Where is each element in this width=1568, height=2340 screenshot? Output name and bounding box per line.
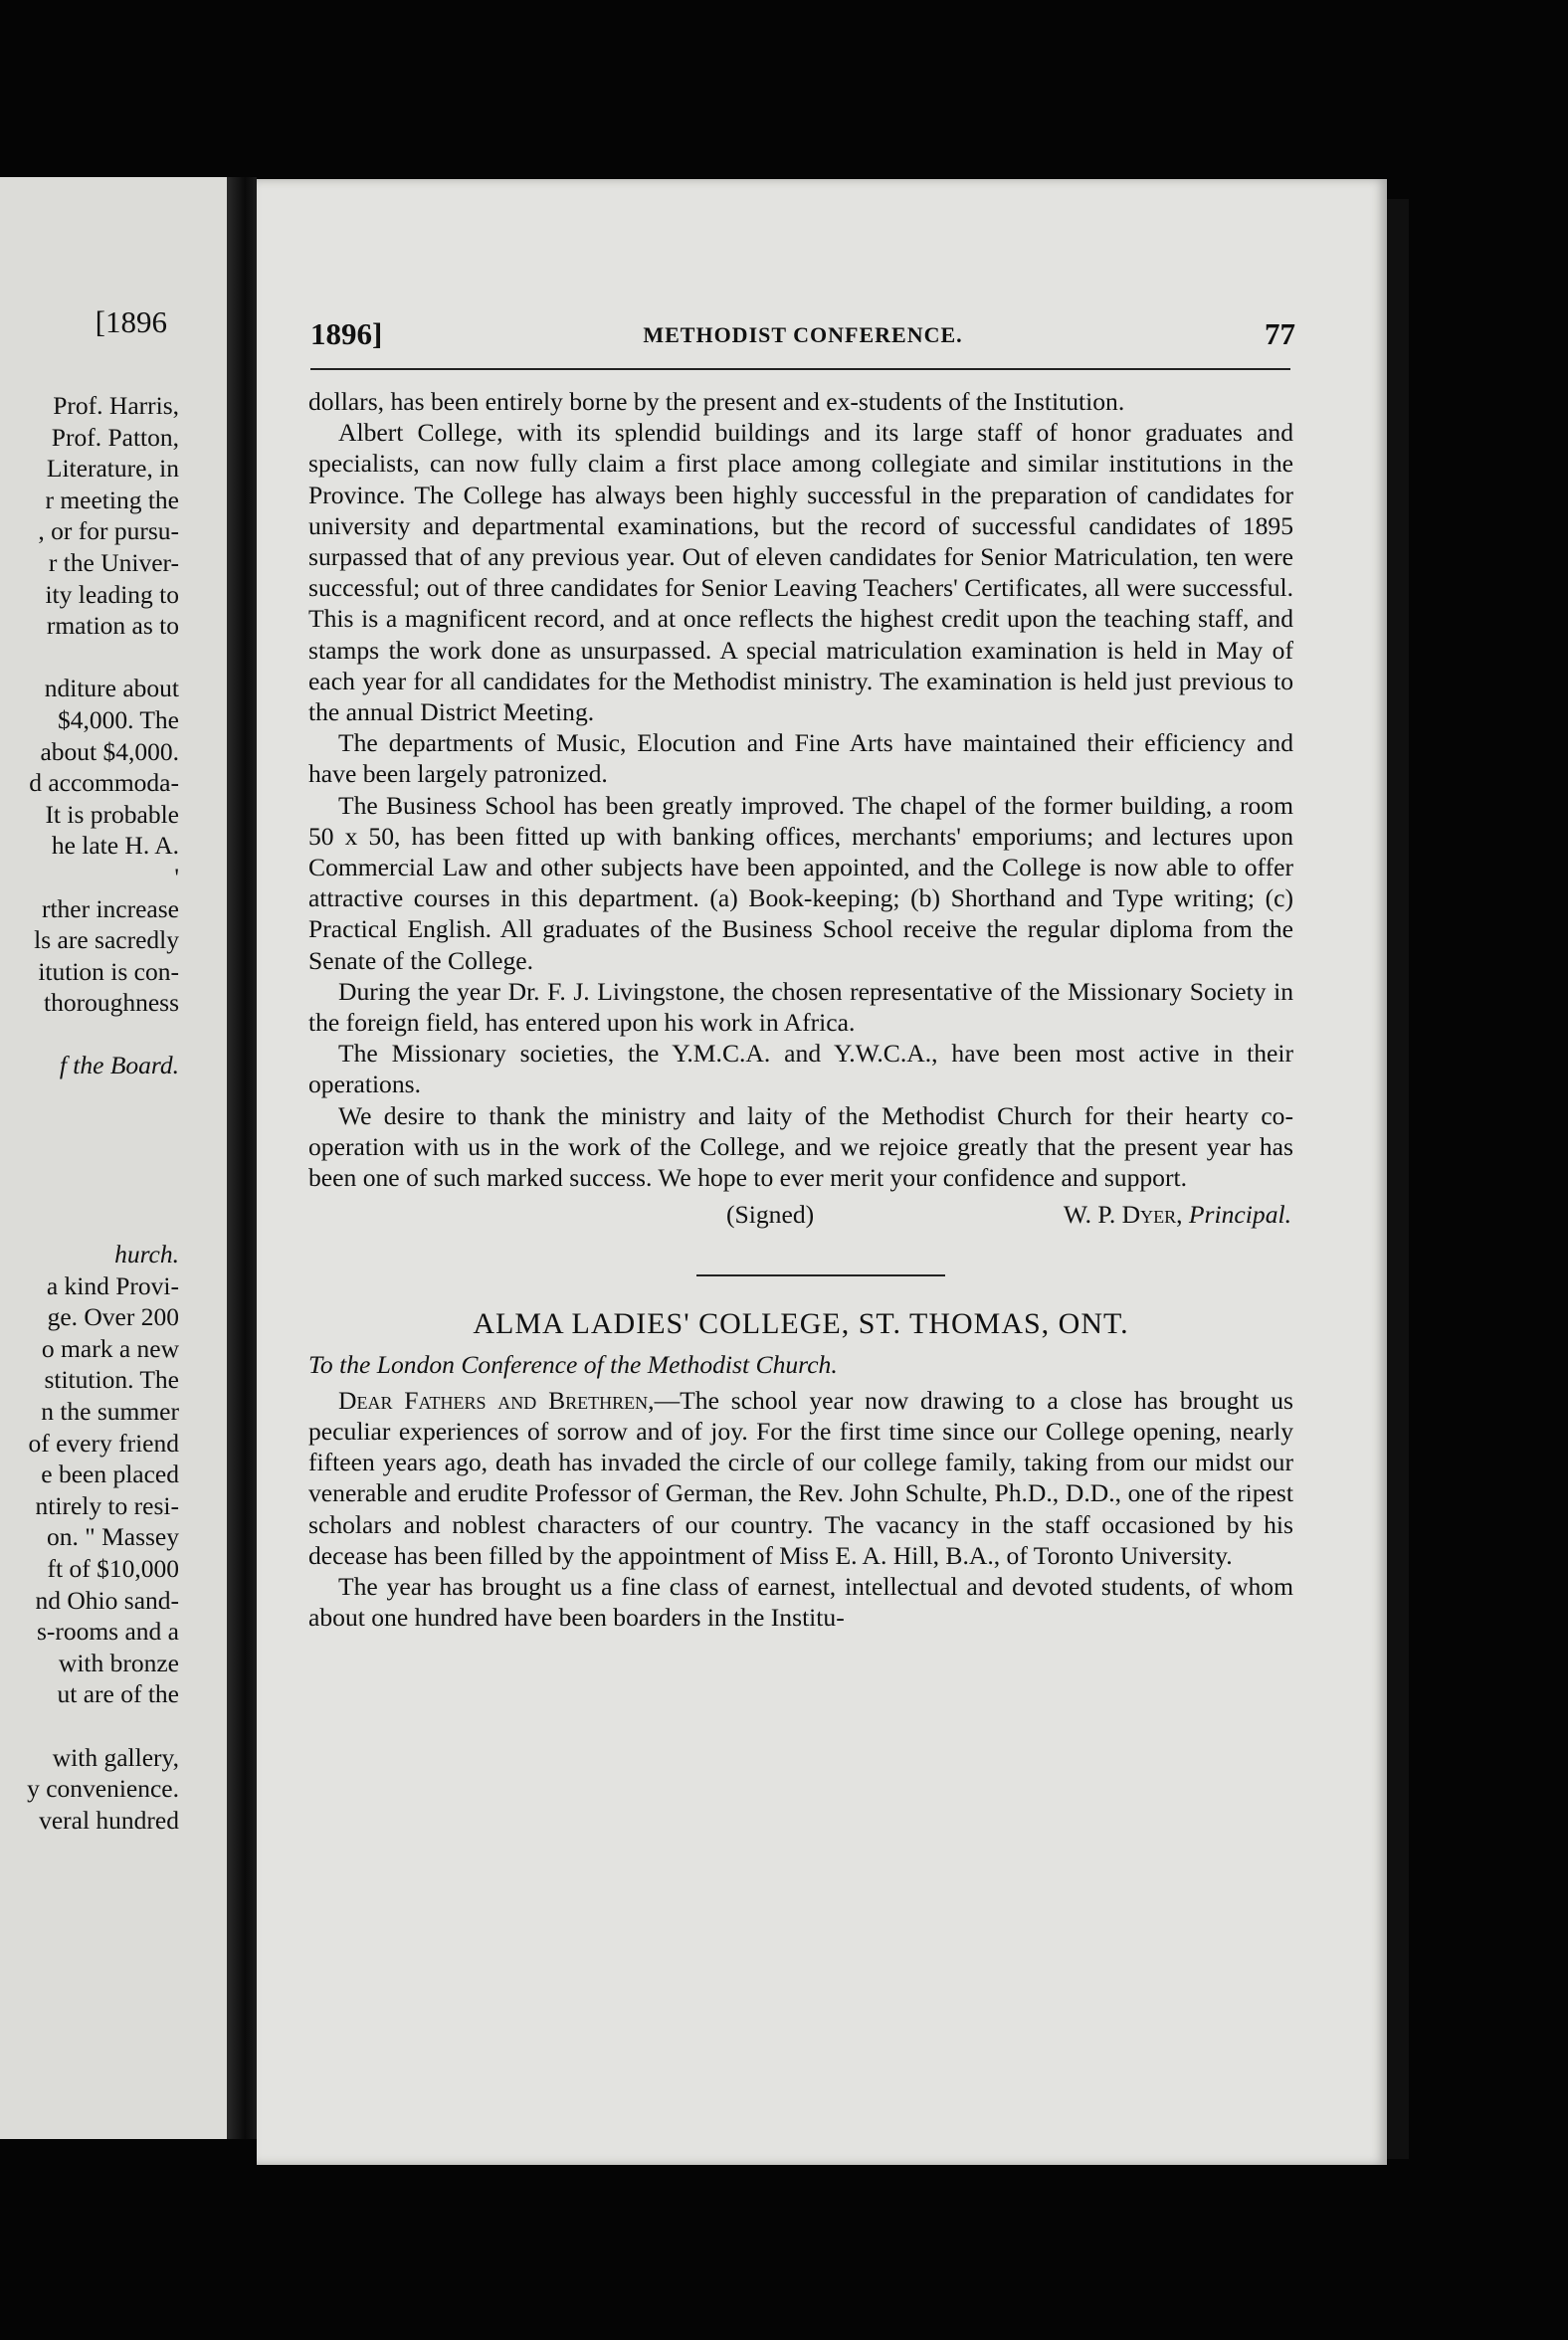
left-page-line: nditure about xyxy=(44,674,179,703)
left-page-line: with bronze xyxy=(58,1648,179,1677)
paragraph: The departments of Music, Elocution and Fine Arts have maintained their efficiency and have been largely patronized. xyxy=(308,728,1293,789)
left-page-line: ity leading to xyxy=(45,579,179,609)
left-page-line xyxy=(0,1207,179,1239)
section-heading: ALMA LADIES' COLLEGE, ST. THOMAS, ONT. xyxy=(473,1307,1129,1341)
left-page-line: a kind Provi- xyxy=(46,1270,179,1300)
paragraph: During the year Dr. F. J. Livingstone, the chosen representative of the Missionary Society in the foreign field, has entered upon his work in Africa. xyxy=(308,976,1293,1038)
left-page-line: hurch. xyxy=(114,1240,179,1269)
running-head-year: 1896] xyxy=(310,316,383,351)
page-edge-shadow xyxy=(1387,199,1409,2159)
left-page-line xyxy=(0,642,179,674)
header-rule xyxy=(310,368,1290,370)
left-page-line: on. " Massey xyxy=(47,1522,179,1552)
left-page-lines xyxy=(0,390,179,1836)
left-page-line xyxy=(0,1176,179,1208)
running-head xyxy=(310,316,1295,356)
left-page-line: with gallery, xyxy=(52,1742,179,1772)
paragraph-text: —The school year now drawing to a close has brought us peculiar experiences of sorrow and of joy. For the first time since our College opening, nearly fifteen years ago, death has invaded the circle of our college family, taking from our midst our venerable and erudite Professor of German, the Rev. John Schulte, Ph.D., D.D., one of the ripest scholars and noblest characters of our country. The vacancy in the staff occasioned by his decease has been filled by the appointment of Miss E. A. Hill, B.A., of Toronto University. xyxy=(308,1385,1293,1570)
left-page-line: o mark a new xyxy=(41,1333,179,1363)
signatory xyxy=(1064,1199,1291,1230)
left-page-line: rmation as to xyxy=(46,611,179,641)
left-page-line: veral hundred xyxy=(39,1805,179,1835)
page-number: 77 xyxy=(1265,316,1295,351)
left-page-line: Prof. Harris, xyxy=(53,391,179,420)
left-page-line: about $4,000. xyxy=(40,736,179,766)
paragraph: The Business School has been greatly improved. The chapel of the former building, a room 50 x 50, has been fitted up with banking offices, merchants' emporiums; and lectures upon Commercial Law and other subjects have been appointed, and the College is now able to offer attractive courses in this department. (a) Book-keeping; (b) Shorthand and Type writing; (c) Practical English. All graduates of the Business School receive the regular diploma from the Senate of the College. xyxy=(308,790,1293,975)
left-page-line: he late H. A. xyxy=(51,831,179,861)
running-head-title: METHODIST CONFERENCE. xyxy=(643,322,963,347)
left-page-line: nd Ohio sand- xyxy=(35,1585,179,1615)
paragraph: Albert College, with its splendid buildings and its large staff of honor graduates and specialists, can now fully claim a first place among collegiate and similar institutions in the Province. The College has always been highly successful in the preparation of candidates for university and departmental examinations, but the record of successful candidates of 1895 surpassed that of any previous year. Out of eleven candidates for Senior Matriculation, ten were successful; out of three candidates for Senior Leaving Teachers' Certificates, all were successful. This is a magnificent record, and at once reflects the highest credit upon the teaching staff, and stamps the work done as unsurpassed. A special matriculation examination is held in May of each year for all candidates for the Methodist ministry. The examination is held just previous to the annual District Meeting. xyxy=(308,418,1293,727)
left-page-line: Prof. Patton, xyxy=(51,422,179,452)
left-page-line: ntirely to resi- xyxy=(35,1490,179,1520)
left-page-line xyxy=(0,1710,179,1742)
left-page-line: of every friend xyxy=(28,1428,179,1458)
signatory-name: W. P. Dyer, xyxy=(1063,1200,1183,1230)
main-page xyxy=(257,179,1387,2165)
left-page-line: d accommoda- xyxy=(29,768,179,798)
left-page-line: ' xyxy=(174,862,179,891)
left-page-line: stitution. The xyxy=(44,1365,179,1395)
paragraph: We desire to thank the ministry and laity of the Methodist Church for their hearty co-operation with us in the work of the College, and we rejoice greatly that the present year has been one of such marked success. We hope to ever merit your confidence and support. xyxy=(308,1100,1293,1193)
left-page-line: , or for pursu- xyxy=(38,516,179,546)
address-line: To the London Conference of the Methodist Church. xyxy=(308,1350,838,1380)
paragraph: The Missionary societies, the Y.M.C.A. and Y.W.C.A., have been most active in their operations. xyxy=(308,1039,1293,1099)
left-page-line: $4,000. The xyxy=(57,704,179,734)
paragraph: The year has brought us a fine class of earnest, intellectual and devoted students, of whom about one hundred have been boarders in the Institu- xyxy=(308,1571,1293,1633)
signature-line xyxy=(308,1199,1293,1245)
left-page-line: ut are of the xyxy=(57,1679,179,1709)
signatory-title: Principal. xyxy=(1188,1200,1291,1230)
salutation: Dear Fathers and Brethren, xyxy=(338,1385,655,1415)
left-page-line xyxy=(0,1019,179,1051)
book-gutter xyxy=(227,177,257,2139)
left-page-line: r the Univer- xyxy=(48,547,179,577)
left-page-line: ls are sacredly xyxy=(34,925,179,955)
left-page-line xyxy=(0,1081,179,1113)
left-page-line: e been placed xyxy=(41,1460,179,1489)
left-page-fragment xyxy=(0,177,227,2139)
left-page-line: itution is con- xyxy=(38,956,179,986)
left-page-line: ft of $10,000 xyxy=(47,1553,179,1583)
left-page-line: Literature, in xyxy=(46,454,179,484)
left-page-line: thoroughness xyxy=(44,988,179,1018)
left-page-line: It is probable xyxy=(45,799,179,829)
left-page-line: rther increase xyxy=(41,893,179,923)
paragraph: dollars, has been entirely borne by the present and ex-students of the Institution. xyxy=(308,387,1125,416)
section-divider xyxy=(696,1274,945,1276)
left-page-line: f the Board. xyxy=(59,1051,179,1080)
left-page-line xyxy=(0,1144,179,1176)
page-body xyxy=(308,386,1293,1633)
left-page-line: s-rooms and a xyxy=(36,1617,179,1647)
left-page-line: ge. Over 200 xyxy=(47,1302,179,1332)
left-page-line: n the summer xyxy=(41,1397,179,1426)
left-page-line: r meeting the xyxy=(45,485,179,514)
signed-label: (Signed) xyxy=(726,1200,815,1230)
left-page-header: [1896 xyxy=(95,304,167,339)
left-page-line: y convenience. xyxy=(27,1774,179,1804)
paragraph xyxy=(308,1385,1293,1571)
left-page-line xyxy=(0,1113,179,1145)
